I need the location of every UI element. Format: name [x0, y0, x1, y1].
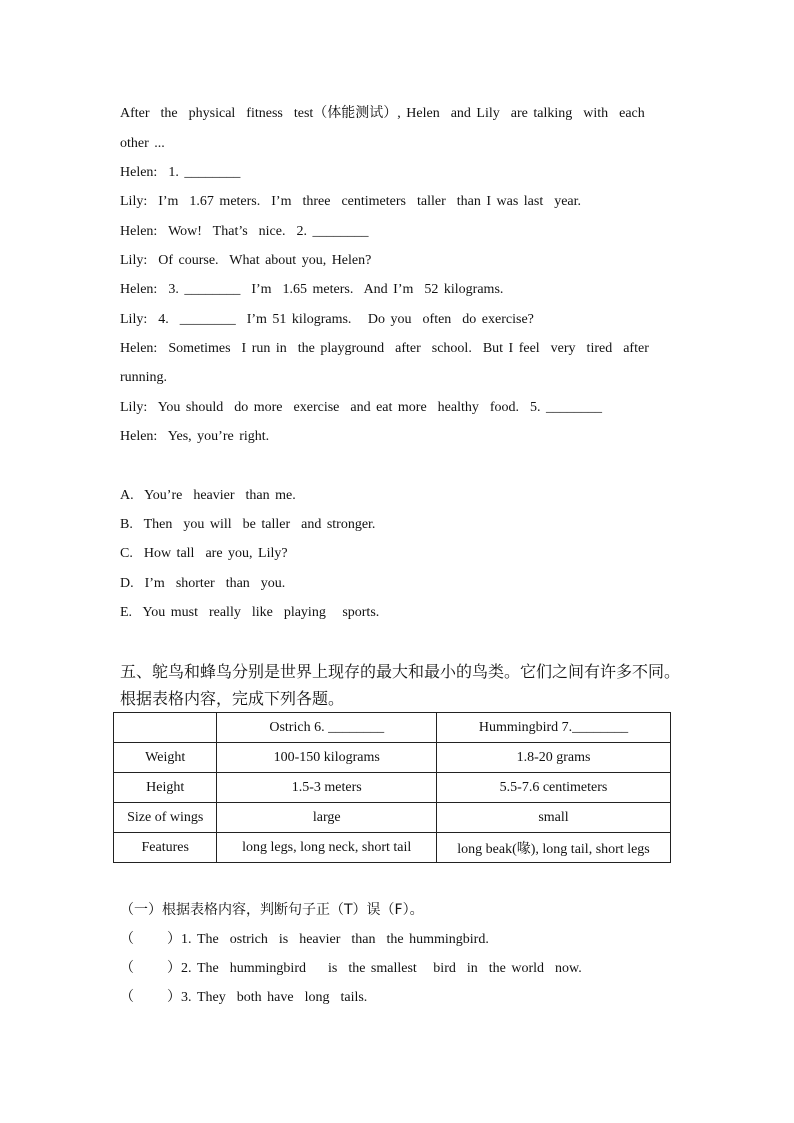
- option-a: A. You’re heavier than me.: [120, 488, 296, 503]
- true-false-item: （ ）3. They both have long tails.: [120, 990, 368, 1005]
- table-cell: large: [217, 803, 437, 833]
- table-header-row: [114, 713, 671, 743]
- dialogue-line: Helen: 3. ________ I’m 1.65 meters. And I’m 52 kilograms.: [120, 282, 504, 297]
- bird-comparison-table: [113, 712, 671, 863]
- table-cell: 5.5-7.6 centimeters: [437, 773, 671, 803]
- table-cell: Size of wings: [114, 803, 217, 833]
- table-row: [114, 743, 671, 773]
- table-cell: 1.8-20 grams: [437, 743, 671, 773]
- table-cell: Ostrich 6. ________: [217, 713, 437, 743]
- table-cell: [114, 713, 217, 743]
- true-false-item: （ ）1. The ostrich is heavier than the hummingbird.: [120, 932, 489, 947]
- option-c: C. How tall are you, Lily?: [120, 546, 288, 561]
- option-b: B. Then you will be taller and stronger.: [120, 517, 376, 532]
- table-cell: Weight: [114, 743, 217, 773]
- table-cell: 1.5-3 meters: [217, 773, 437, 803]
- dialogue-line: Helen: Yes, you’re right.: [120, 429, 270, 444]
- dialogue-intro-line-1: After the physical fitness test（体能测试）, Helen and Lily are talking with each: [120, 106, 645, 121]
- dialogue-intro-line-2: other ...: [120, 136, 165, 151]
- dialogue-line: running.: [120, 370, 168, 385]
- table-cell: 100-150 kilograms: [217, 743, 437, 773]
- table-cell: Hummingbird 7.________: [437, 713, 671, 743]
- dialogue-line: Lily: Of course. What about you, Helen?: [120, 253, 372, 268]
- table-cell: small: [437, 803, 671, 833]
- table-row: [114, 803, 671, 833]
- dialogue-line: Lily: 4. ________ I’m 51 kilograms. Do you often do exercise?: [120, 312, 534, 327]
- option-d: D. I’m shorter than you.: [120, 576, 286, 591]
- table-row: [114, 773, 671, 803]
- dialogue-line: Lily: You should do more exercise and eat more healthy food. 5. ________: [120, 400, 603, 415]
- true-false-item: （ ）2. The hummingbird is the smallest bird in the world now.: [120, 961, 582, 976]
- table-cell: long legs, long neck, short tail: [217, 833, 437, 863]
- table-cell: Height: [114, 773, 217, 803]
- section-heading-line-2: 根据表格内容，完成下列各题。: [120, 689, 345, 708]
- dialogue-line: Helen: Wow! That’s nice. 2. ________: [120, 224, 369, 239]
- table-cell: long beak(喙), long tail, short legs: [437, 833, 671, 863]
- section-heading-line-1: 五、鸵鸟和蜂鸟分别是世界上现存的最大和最小的鸟类。它们之间有许多不同。: [120, 662, 681, 681]
- dialogue-line: Helen: Sometimes I run in the playground after school. But I feel very tired after: [120, 341, 649, 356]
- option-e: E. You must really like playing sports.: [120, 605, 380, 620]
- dialogue-line: Lily: I’m 1.67 meters. I’m three centimeters taller than I was last year.: [120, 194, 582, 209]
- table-row: [114, 833, 671, 863]
- dialogue-line: Helen: 1. ________: [120, 165, 241, 180]
- part1-heading: （一）根据表格内容，判断句子正（T）误（F）。: [120, 902, 424, 918]
- table-cell: Features: [114, 833, 217, 863]
